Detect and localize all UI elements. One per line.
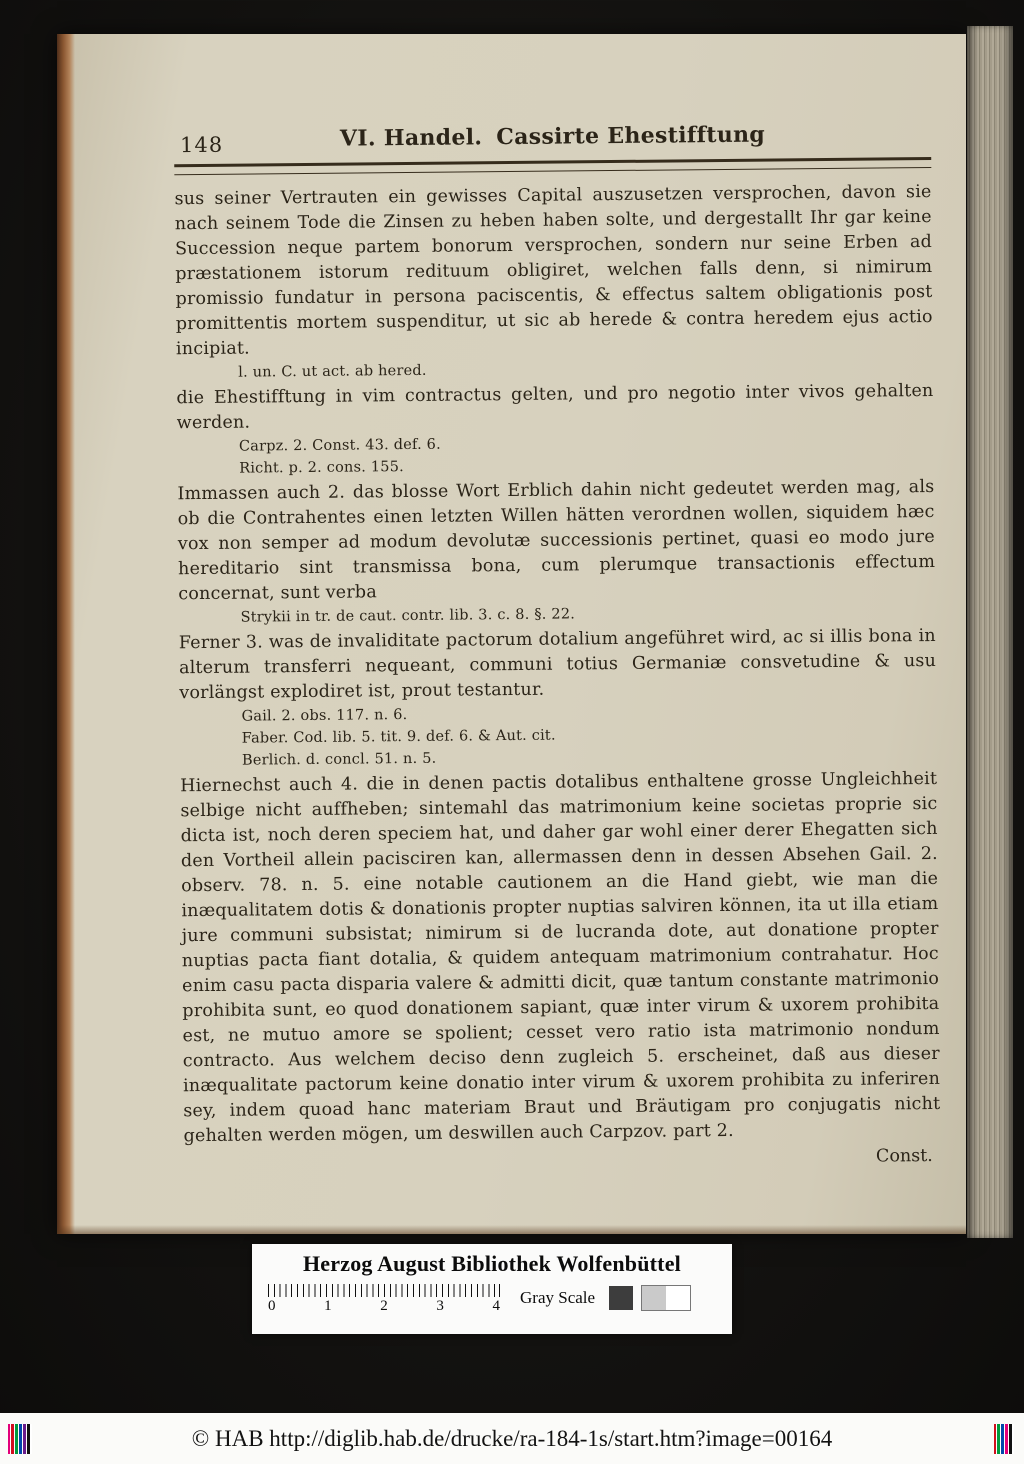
citation: Richt. p. 2. cons. 155. bbox=[239, 459, 404, 477]
ruler-ticks bbox=[268, 1284, 500, 1297]
citation: Carpz. 2. Const. 43. def. 6. bbox=[238, 436, 441, 455]
gray-scale-swatch-dark bbox=[609, 1286, 633, 1310]
ruler-number: 3 bbox=[436, 1298, 444, 1314]
footer-bar bbox=[0, 1413, 1024, 1464]
running-header-title: Cassirte Ehestifftung bbox=[496, 121, 766, 151]
label-row bbox=[268, 1284, 716, 1315]
citation: Gail. 2. obs. 117. n. 6. bbox=[241, 707, 408, 725]
ruler-number: 1 bbox=[324, 1298, 332, 1314]
page-stack-edge bbox=[967, 26, 1013, 1238]
ruler-number: 4 bbox=[492, 1298, 500, 1314]
ruler bbox=[268, 1284, 500, 1315]
citation: Berlich. d. concl. 51. n. 5. bbox=[241, 750, 437, 769]
color-calibration-strip-right bbox=[994, 1424, 1014, 1454]
gray-scale-swatch-pair bbox=[641, 1285, 691, 1311]
paragraph: Hiernechst auch 4. die in denen pactis dotalibus enthaltene grosse Ungleichheit selbige nicht auffheben; sintemahl das matrimonium keine societas proprie sic dicta ist, noch deren speciem hat, und daher gar wohl einer derer Ehegatten sich den Vortheil allein pacisciren kan, allermassen denn in dessen Absehen Gail. 2. observ. 78. n. 5. eine notable cautionem an die Hand giebt, wie man die inæqualitatem dotis & donationis propter nuptias salviren können, ita ut illa etiam jure communi subsistat; nimirum si de lucranda dote, aut donatione propter nuptias pacta fiant dotalia, & quidem antequam matrimonium contrahatur. Hoc enim casu pacta disparia valere & admitti dicit, quæ tantum constante matrimonio prohibita sunt, eo quod donationem sapiant, quæ inter virum & uxorem prohibita est, ne mutuo amore se spolient; cesset vero ratio ista matrimonio nondum contracto. Aus welchem deciso denn zugleich 5. erscheinet, daß aus dieser inæqualitate pactorum keine donatio inter virum & uxorem prohibita zu inferiren sey, indem quoad hanc materiam Braut und Bräutigam pro conjugatis nicht gehalten werden mögen, um deswillen auch Carpzov. part 2. bbox=[180, 768, 941, 1147]
library-label bbox=[252, 1244, 732, 1334]
gray-scale-swatch-mid bbox=[642, 1286, 666, 1310]
color-calibration-strip-left bbox=[8, 1424, 32, 1454]
book-page-scan bbox=[57, 34, 966, 1234]
page-header-row bbox=[174, 118, 931, 161]
library-label-title: Herzog August Bibliothek Wolfenbüttel bbox=[303, 1251, 681, 1276]
citation: Strykii in tr. de caut. contr. lib. 3. c. 8. §. 22. bbox=[240, 606, 576, 626]
catchword: Const. bbox=[875, 1146, 933, 1167]
ruler-number: 0 bbox=[268, 1298, 276, 1314]
gray-scale-label: Gray Scale bbox=[520, 1288, 596, 1307]
paragraph: Immassen auch 2. das blosse Wort Erblich dahin nicht gedeutet werden mag, als ob die Contrahentes einen letzten Willen hätten verordnen wollen, siquidem hæc vox non semper ad modum devolutæ successionis pertinet, quasi eo modo jure hereditario sint transmissa bona, cum plerumque transactionis effectum concernat, sunt verba bbox=[177, 476, 936, 605]
page-number: 148 bbox=[179, 132, 224, 158]
ruler-number: 2 bbox=[380, 1298, 388, 1314]
paragraph: die Ehestifftung in vim contractus gelten, und pro negotio inter vivos gehalten werden. bbox=[176, 380, 934, 434]
running-header bbox=[174, 120, 931, 153]
page-content bbox=[57, 30, 977, 1239]
citation: l. un. C. ut act. ab hered. bbox=[238, 362, 427, 381]
gray-scale bbox=[520, 1285, 691, 1311]
paragraph: sus seiner Vertrauten ein gewisses Capital auszusetzen versprochen, davon sie nach seinem Tode die Zinsen zu heben haben solte, und dergestallt Ihr gar keine Succession neque partem bonorum versprochen, sondern nur seine Erben ad præstationem istorum redituum obligiret, welchen falls denn, si nimirum promissio fundatur in persona paciscentis, & effectus saltem obligationis post promittentis mortem suspenditur, ut sic ab herede & contra heredem ejus actio incipiat. bbox=[174, 181, 933, 360]
gray-scale-swatch-white bbox=[666, 1286, 690, 1310]
citation: Faber. Cod. lib. 5. tit. 9. def. 6. & Aut. cit. bbox=[241, 727, 556, 747]
running-header-section: VI. Handel. bbox=[339, 124, 483, 152]
copyright-url-text: © HAB http://diglib.hab.de/drucke/ra-184-1s/start.htm?image=00164 bbox=[191, 1425, 833, 1451]
paragraph: Ferner 3. was de invaliditate pactorum dotalium angeführet wird, ac si illis bona in alterum transferri nequeant, communi totius Germaniæ consvetudine & usu vorlängst explodiret ist, prout testantur. bbox=[178, 625, 937, 704]
ruler-numbers bbox=[268, 1298, 500, 1315]
